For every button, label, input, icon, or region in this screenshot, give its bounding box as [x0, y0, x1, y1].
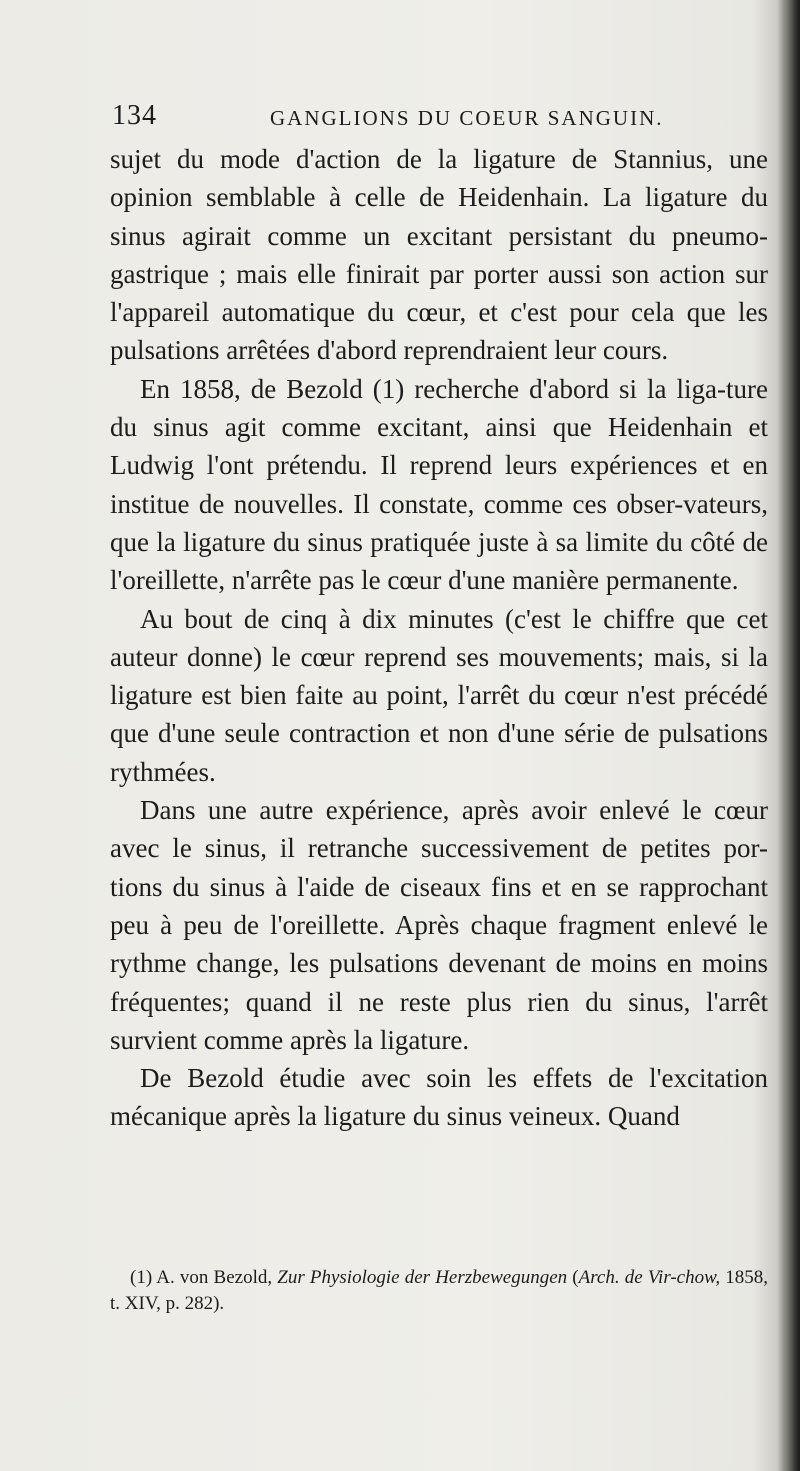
footnote — [110, 1265, 768, 1317]
paragraph-2: En 1858, de Bezold (1) recherche d'abord si la liga-ture du sinus agit comme excitant, ainsi que Heidenhain et Ludwig l'ont prétendu. Il reprend leurs expériences et en institue de nouvelles. Il constate, comme ces obser-vateurs, que la ligature du sinus pratiquée juste à sa limite du côté de l'oreillette, n'arrête pas le cœur d'une manière permanente. — [110, 373, 768, 596]
paragraph-5: De Bezold étudie avec soin les effets de l'excitation mécanique après la ligature du sinus veineux. Quand — [110, 1063, 768, 1132]
footnote-source: Arch. de Vir-chow, — [578, 1267, 721, 1288]
paragraph-3: Au bout de cinq à dix minutes (c'est le chiffre que cet auteur donne) le cœur reprend ses mouvements; mais, si la ligature est bien faite au point, l'arrêt du cœur n'est précédé que d'une seule contraction et non d'une série de pulsations rythmées. — [110, 603, 768, 787]
paragraph-1: sujet du mode d'action de la ligature de Stannius, une opinion semblable à celle de Heidenhain. La ligature du sinus agirait comme un excitant persistant du pneumo-gastrique ; mais elle finirait par porter aussi son action sur l'appareil automatique du cœur, et c'est pour cela que les pulsations arrêtées d'abord reprendraient leur cours. — [110, 144, 768, 366]
page-number: 134 — [112, 100, 157, 131]
footnote-marker: (1) A. von Bezold, — [130, 1267, 273, 1288]
body-text — [110, 140, 768, 1136]
running-title: GANGLIONS DU COEUR SANGUIN. — [270, 106, 664, 130]
paragraph-4: Dans une autre expérience, après avoir enlevé le cœur avec le sinus, il retranche successivement de petites por-tions du sinus à l'aide de ciseaux fins et en se rapprochant peu à peu de l'oreillette. Après chaque fragment enlevé le rythme change, les pulsations devenant de moins en moins fréquentes; quand il ne reste plus rien du sinus, l'arrêt survient comme après la ligature. — [110, 795, 768, 1055]
footnote-details: 1858, t. XIV, p. 282). — [110, 1267, 769, 1314]
page-header — [112, 100, 792, 136]
footnote-title: Zur Physiologie der Herzbewegungen — [277, 1267, 568, 1288]
page-edge-shadow — [778, 0, 800, 1471]
footnote-source-open: ( — [572, 1267, 579, 1288]
